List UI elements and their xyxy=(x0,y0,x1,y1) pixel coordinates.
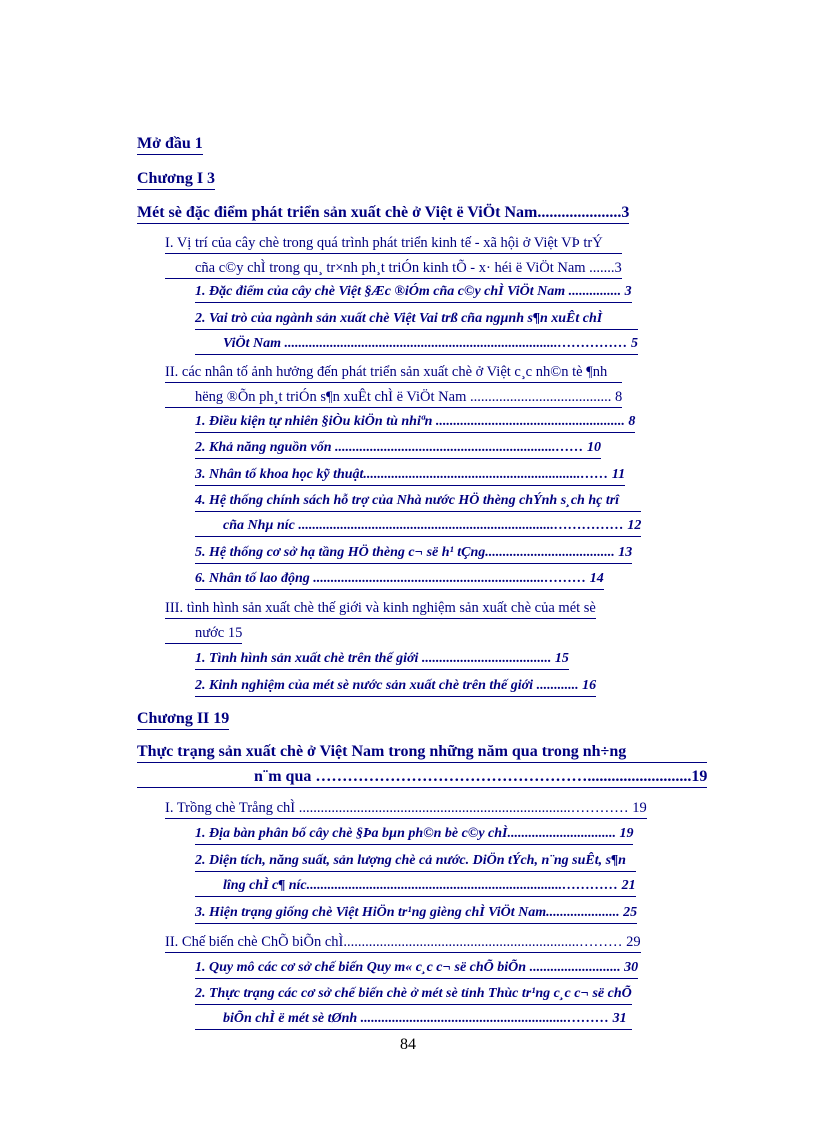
toc-entry-text: 5. Hệ thống cơ sở hạ tầng HÖ thèng c¬ së h¹ tÇng..................................... 13 xyxy=(195,543,632,564)
toc-entry-text: Mở đầu 1 xyxy=(137,134,203,155)
toc-entry-text: 2. Khả năng nguồn vốn ...............................................................…… 10 xyxy=(195,438,601,459)
toc-entry-text: Chương II 19 xyxy=(137,709,229,730)
toc-entry[interactable] xyxy=(195,465,625,486)
toc-entry-text: 1. Địa bàn phân bố cây chè §Þa bµn ph©n bè c©y chÌ............................... 19 xyxy=(195,824,633,845)
toc-entry[interactable] xyxy=(195,282,632,303)
toc-entry-text: 2. Kinh nghiệm của mét sè nước sản xuất chè trên thế giới ............ 16 xyxy=(195,676,596,697)
toc-entry[interactable] xyxy=(137,742,707,788)
toc-entry[interactable] xyxy=(195,569,604,590)
toc-entry[interactable] xyxy=(195,824,633,845)
toc-entry[interactable] xyxy=(165,798,647,819)
toc-entry-text: cña Nhµ níc .........................................................................…………… 12 xyxy=(195,516,641,537)
toc-entry-text: 4. Hệ thống chính sách hỗ trợ của Nhà nước HÖ thèng chÝnh s¸ch hç trî xyxy=(195,491,641,512)
toc-entry-text: 2. Vai trò của ngành sản xuất chè Việt Vai trß cña ngµnh s¶n xuÊt chÌ xyxy=(195,309,638,330)
toc-entry[interactable] xyxy=(137,134,203,155)
toc-entry-text: Chương I 3 xyxy=(137,169,215,190)
toc-entry[interactable] xyxy=(195,412,635,433)
toc-entry[interactable] xyxy=(195,851,636,897)
toc-entry[interactable] xyxy=(195,309,638,355)
toc-entry-text: 1. Điều kiện tự nhiên §iÒu kiÖn tù nhiªn ...................................................... 8 xyxy=(195,412,635,433)
toc-entry[interactable] xyxy=(137,203,629,224)
toc-entry-text: ViÖt Nam ..............................................................................…………… 5 xyxy=(195,334,638,355)
toc-entry[interactable] xyxy=(195,491,641,537)
toc-entry[interactable] xyxy=(165,362,622,408)
toc-entry-text: I. Trồng chè Trång chÌ ...........................................................................………… 19 xyxy=(165,798,647,819)
toc-entry-text: 2. Thực trạng các cơ sở chế biến chè ở mét sè tỉnh Thùc tr¹ng c¸c c¬ së chÕ xyxy=(195,984,632,1005)
toc-entry[interactable] xyxy=(137,169,215,190)
toc-entry[interactable] xyxy=(195,958,638,979)
toc-entry-text: biÕn chÌ ë mét sè tØnh ...........................................................……… 31 xyxy=(195,1009,632,1030)
toc-entry[interactable] xyxy=(165,233,622,279)
toc-entry-text: 1. Đặc điểm của cây chè Việt §Æc ®iÓm cña c©y chÌ ViÖt Nam ............... 3 xyxy=(195,282,632,303)
toc-entry-text: I. Vị trí của cây chè trong quá trình phát triển kinh tế - xã hội ở Việt VÞ trÝ xyxy=(165,233,622,254)
toc-entry[interactable] xyxy=(165,932,641,953)
toc-entry-text: 1. Quy mô các cơ sở chế biến Quy m« c¸c c¬ së chÕ biÕn .......................... 30 xyxy=(195,958,638,979)
toc-entry-text: lîng chÌ c¶ níc.........................................................................………… 21 xyxy=(195,876,636,897)
toc-entry[interactable] xyxy=(195,543,632,564)
toc-entry-text: nước 15 xyxy=(165,623,242,644)
toc-entry-text: Mét sè đặc điểm phát triển sản xuất chè ở Việt ë ViÖt Nam.....................3 xyxy=(137,203,629,224)
toc-entry-text: n¨m qua ……………………………………………..........................19 xyxy=(137,767,707,788)
toc-entry-text: hëng ®Õn ph¸t triÓn s¶n xuÊt chÌ ë ViÖt Nam ....................................... 8 xyxy=(165,387,622,408)
toc-entry-text: Thực trạng sản xuất chè ở Việt Nam trong những năm qua trong nh÷ng xyxy=(137,742,707,763)
toc-entry-text: 3. Hiện trạng giống chè Việt HiÖn tr¹ng gièng chÌ ViÖt Nam..................... 25 xyxy=(195,903,637,924)
toc-entry-text: 2. Diện tích, năng suất, sản lượng chè cả nước. DiÖn tÝch, n¨ng suÊt, s¶n xyxy=(195,851,636,872)
toc-entry[interactable] xyxy=(165,598,596,644)
toc-entry-text: II. Chế biến chè ChÕ biÕn chÌ.................................................................……… 29 xyxy=(165,932,641,953)
toc-entry-text: II. các nhân tố ảnh hưởng đến phát triển sản xuất chè ở Việt c¸c nh©n tè ¶nh xyxy=(165,362,622,383)
toc-entry-text: cña c©y chÌ trong qu¸ tr×nh ph¸t triÓn kinh tÕ - x· héi ë ViÖt Nam .......3 xyxy=(165,258,622,279)
toc-entry[interactable] xyxy=(137,709,229,730)
toc-entry-text: 3. Nhân tố khoa học kỹ thuật..............................................................…… 11 xyxy=(195,465,625,486)
page-number: 84 xyxy=(400,1036,416,1053)
toc-entry[interactable] xyxy=(195,438,601,459)
toc-entry-text: 1. Tình hình sản xuất chè trên thế giới ..................................... 15 xyxy=(195,649,569,670)
toc-entry[interactable] xyxy=(195,676,596,697)
toc-entry-text: 6. Nhân tố lao động ..................................................................……… 14 xyxy=(195,569,604,590)
toc-entry-text: III. tình hình sản xuất chè thế giới và kinh nghiệm sản xuất chè của mét sè xyxy=(165,598,596,619)
toc-entry[interactable] xyxy=(195,984,632,1030)
toc-entry[interactable] xyxy=(195,903,637,924)
toc-entry[interactable] xyxy=(195,649,569,670)
